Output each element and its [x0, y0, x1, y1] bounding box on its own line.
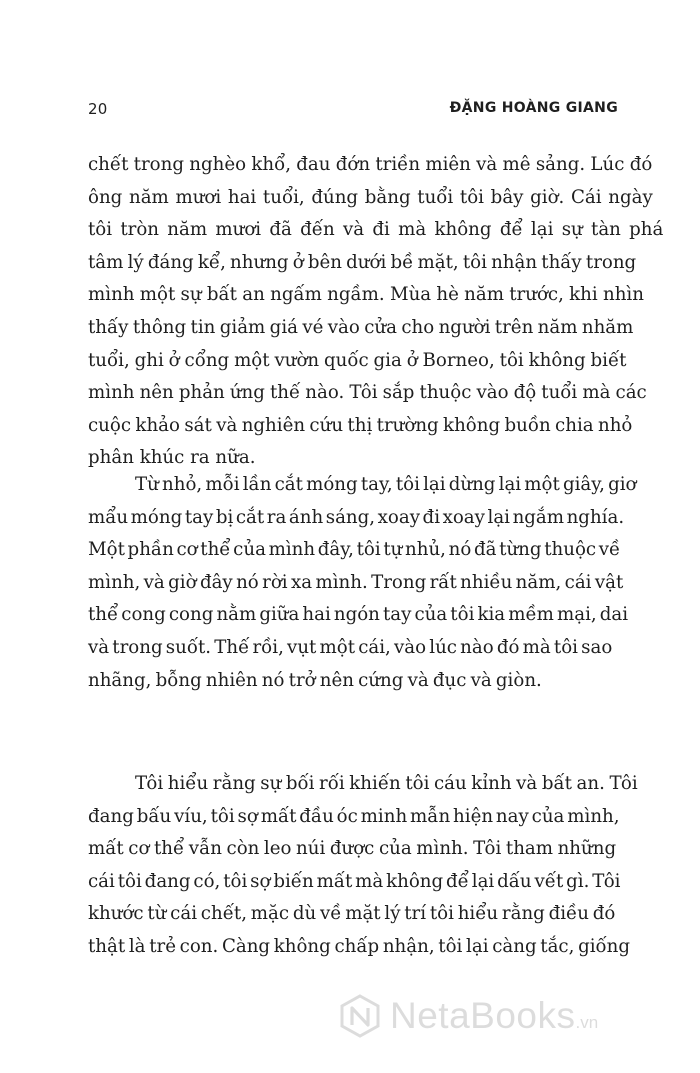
page-header — [88, 100, 618, 124]
watermark-brand: NetaBooks — [390, 995, 576, 1036]
text-line: phân khúc ra nữa. — [88, 447, 256, 469]
text-line: mẩu móng tay bị cắt ra ánh sáng, xoay đi xoay lại ngắm nghía. — [88, 506, 625, 528]
page-number: 20 — [88, 100, 108, 118]
paragraph-1 — [88, 149, 664, 475]
text-line: đang bấu víu, tôi sợ mất đầu óc minh mẫn hiện nay của mình, — [88, 805, 620, 827]
text-line: thật là trẻ con. Càng không chấp nhận, tôi lại càng tắc, giống — [88, 935, 631, 957]
text-line: cái tôi đang có, tôi sợ biến mất mà không để lại dấu vết gì. Tôi — [88, 870, 621, 892]
text-line: chết trong nghèo khổ, đau đớn triền miên và mê sảng. Lúc đó — [88, 154, 653, 175]
text-line: mình, và giờ đây nó rời xa mình. Trong rất nhiều năm, cái vật — [88, 571, 624, 593]
text-line: mất cơ thể vẫn còn leo núi được của mình. Tôi tham những — [88, 838, 617, 860]
text-line: cuộc khảo sát và nghiên cứu thị trường không buồn chia nhỏ — [88, 414, 633, 436]
watermark-text — [390, 995, 598, 1044]
text-line: khước từ cái chết, mặc dù về mặt lý trí tôi hiểu rằng điều đó — [88, 903, 616, 925]
text-line: nhãng, bỗng nhiên nó trở nên cứng và đục và giòn. — [88, 669, 542, 691]
text-line: Từ nhỏ, mỗi lần cắt móng tay, tôi lại dừng lại một giây, giơ — [135, 474, 637, 495]
text-line: thể cong cong nằm giữa hai ngón tay của tôi kia mềm mại, dai — [88, 604, 629, 626]
text-line: tuổi, ghi ở cổng một vườn quốc gia ở Borneo, tôi không biết — [88, 349, 627, 371]
text-line: ông năm mươi hai tuổi, đúng bằng tuổi tôi bây giờ. Cái ngày — [88, 186, 653, 208]
paragraph-3 — [88, 768, 638, 964]
text-line: thấy thông tin giảm giá vé vào cửa cho người trên năm nhăm — [88, 316, 634, 338]
text-line: tôi tròn năm mươi đã đến và đi mà không để lại sự tàn phá — [88, 219, 664, 241]
text-line: mình nên phản ứng thế nào. Tôi sắp thuộc vào độ tuổi mà các — [88, 382, 647, 404]
netabooks-watermark — [338, 991, 668, 1041]
text-line: Tôi hiểu rằng sự bối rối khiến tôi cáu kỉnh và bất an. Tôi — [135, 773, 638, 794]
text-line: mình một sự bất an ngấm ngầm. Mùa hè năm trước, khi nhìn — [88, 284, 644, 306]
paragraph-2 — [88, 469, 637, 697]
netabooks-logo-icon — [338, 994, 382, 1038]
text-line: tâm lý đáng kể, nhưng ở bên dưới bề mặt, tôi nhận thấy trong — [88, 251, 637, 273]
watermark-suffix: .vn — [575, 1013, 599, 1032]
running-head-author: ĐẶNG HOÀNG GIANG — [449, 100, 618, 116]
text-line: Một phần cơ thể của mình đây, tôi tự nhủ, nó đã từng thuộc về — [88, 539, 621, 561]
text-line: và trong suốt. Thế rồi, vụt một cái, vào lúc nào đó mà tôi sao — [88, 636, 613, 658]
